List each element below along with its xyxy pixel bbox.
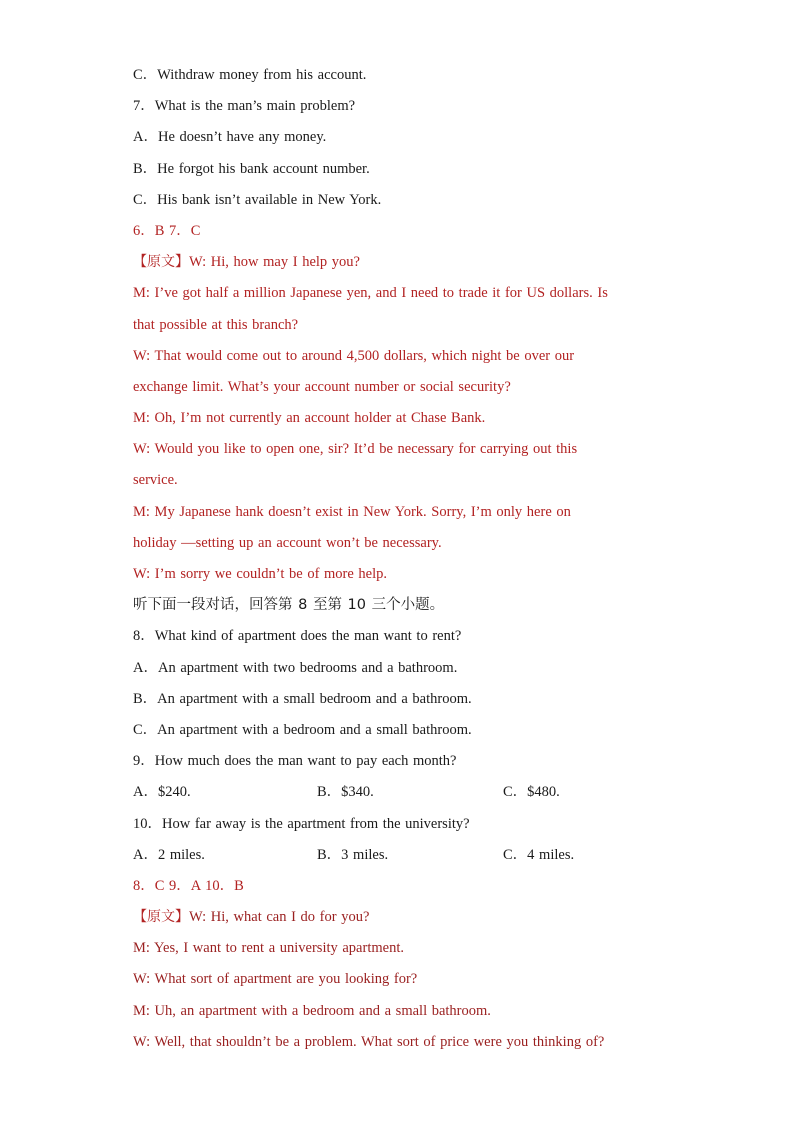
q10-question: 10．How far away is the apartment from the university? [133, 815, 470, 832]
transcript-1-line-7: W: Would you like to open one, sir? It’d be necessary for carrying out this [133, 441, 578, 458]
transcript-1-line-10: holiday —setting up an account won’t be necessary. [133, 534, 442, 551]
transcript-1-line-11: W: I’m sorry we couldn’t be of more help. [133, 566, 388, 582]
transcript-1-line-3: that possible at this branch? [133, 316, 299, 333]
q9-option-c: C．$480. [503, 784, 560, 801]
transcript-1-tag: 【原文】 [133, 254, 189, 271]
q10-options [133, 844, 663, 875]
transcript-2-line-1 [133, 906, 663, 937]
q7-option-a: A．He doesn’t have any money. [133, 129, 327, 146]
q8-option-b: B．An apartment with a small bedroom and a bathroom. [133, 690, 472, 707]
transcript-2-tag: 【原文】 [133, 909, 189, 926]
transcript-2-line-5: W: Well, that shouldn’t be a problem. What sort of price were you thinking of? [133, 1033, 605, 1050]
answers-6-7: 6．B 7．C [133, 222, 201, 239]
document-page [133, 64, 663, 1062]
q10-option-c: C．4 miles. [503, 846, 575, 863]
transcript-2-line-4: M: Uh, an apartment with a bedroom and a small bathroom. [133, 1002, 491, 1019]
transcript-1-line-1 [133, 251, 663, 282]
transcript-1-line-5: exchange limit. What’s your account number or social security? [133, 378, 511, 395]
q8-question: 8．What kind of apartment does the man want to rent? [133, 628, 462, 645]
transcript-1-line-9: M: My Japanese hank doesn’t exist in New York. Sorry, I’m only here on [133, 503, 571, 520]
q7-question: 7．What is the man’s main problem? [133, 98, 356, 115]
q8-option-a: A．An apartment with two bedrooms and a bathroom. [133, 659, 458, 676]
q7-option-b: B．He forgot his bank account number. [133, 160, 370, 177]
q6-option-c: C．Withdraw money from his account. [133, 67, 367, 83]
section-instruction: 听下面一段对话，回答第 8 至第 10 三个小题。 [133, 597, 445, 614]
q10-option-a: A．2 miles. [133, 846, 205, 863]
answers-8-10: 8．C 9．A 10．B [133, 877, 244, 894]
transcript-2-line-2: M: Yes, I want to rent a university apartment. [133, 940, 404, 957]
q9-options [133, 781, 663, 812]
transcript-1-text-1: W: Hi, how may I help you? [189, 254, 360, 271]
transcript-1-line-8: service. [133, 472, 178, 489]
q9-option-a: A．$240. [133, 784, 191, 801]
transcript-1-line-6: M: Oh, I’m not currently an account holder at Chase Bank. [133, 410, 486, 427]
q10-option-b: B．3 miles. [317, 846, 389, 863]
transcript-2-text-1: W: Hi, what can I do for you? [189, 909, 370, 926]
q9-option-b: B．$340. [317, 784, 374, 801]
q8-option-c: C．An apartment with a bedroom and a small bathroom. [133, 721, 472, 738]
transcript-1-line-4: W: That would come out to around 4,500 dollars, which night be over our [133, 347, 575, 364]
q7-option-c: C．His bank isn’t available in New York. [133, 191, 382, 208]
transcript-2-line-3: W: What sort of apartment are you looking for? [133, 971, 418, 988]
q9-question: 9．How much does the man want to pay each month? [133, 753, 457, 770]
transcript-1-line-2: M: I’ve got half a million Japanese yen, and I need to trade it for US dollars. Is [133, 285, 608, 302]
